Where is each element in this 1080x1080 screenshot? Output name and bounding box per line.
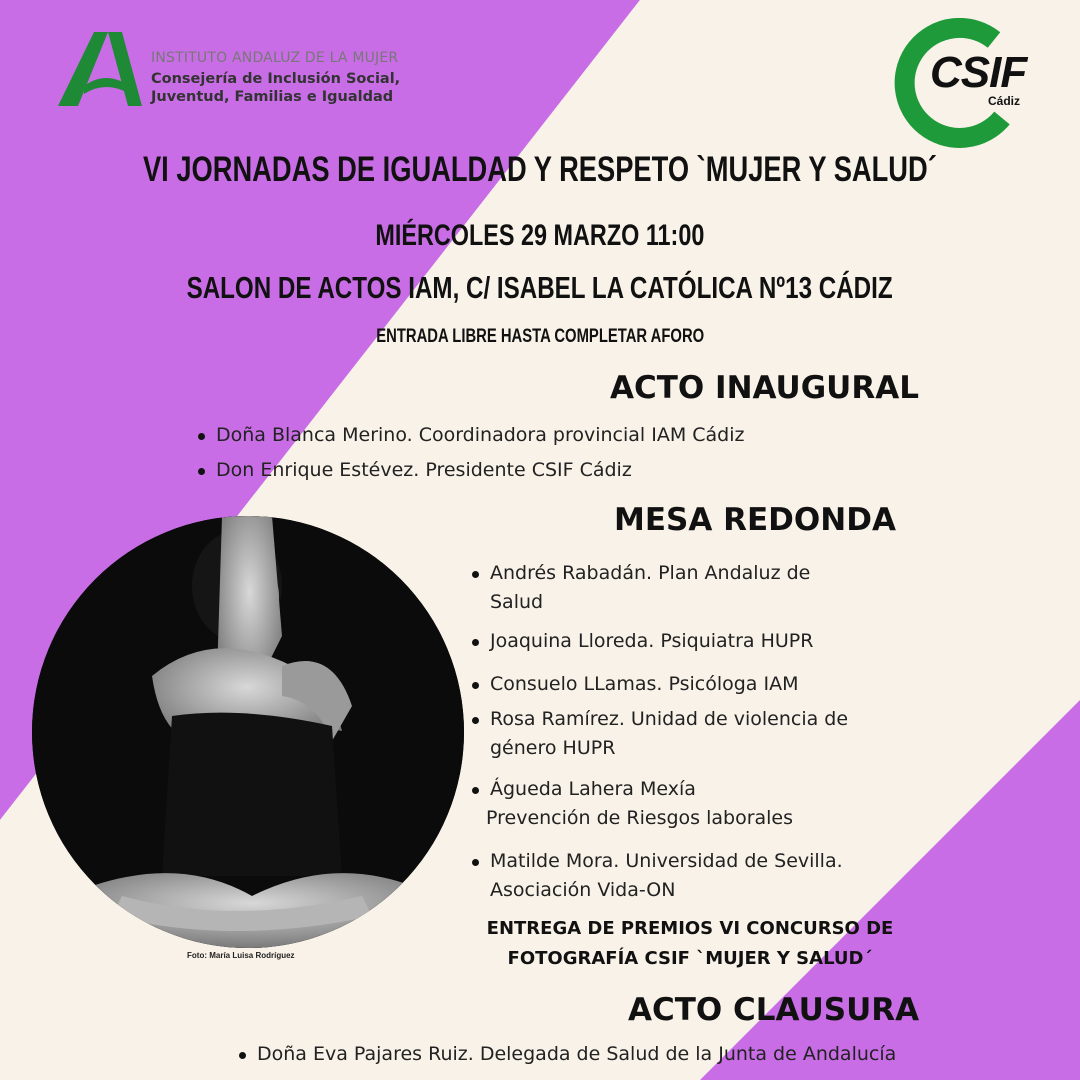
event-title-wrap — [0, 150, 1080, 190]
event-date-wrap — [0, 219, 1080, 253]
iam-dept-line2: Juventud, Familias e Igualdad — [151, 89, 394, 105]
iam-a-icon — [56, 30, 146, 108]
iam-dept-line1: Consejería de Inclusión Social, — [151, 71, 401, 87]
event-date: MIÉRCOLES 29 MARZO 11:00 — [375, 219, 705, 252]
photo-credit: Foto: María Luisa Rodríguez — [187, 951, 295, 960]
list-item: Doña Eva Pajares Ruiz. Delegada de Salud de la Junta de Andalucía — [237, 1040, 1057, 1069]
item-line1: Joaquina Lloreda. Psiquiatra HUPR — [490, 630, 814, 652]
item-line1: Consuelo LLamas. Psicóloga IAM — [490, 673, 799, 695]
iam-logo — [56, 30, 416, 110]
event-entry-wrap — [0, 326, 1080, 348]
list-item — [470, 775, 920, 833]
item-line2: género HUPR — [490, 737, 616, 759]
acto-clausura-heading: ACTO CLAUSURA — [628, 992, 920, 1028]
mesa-redonda-heading: MESA REDONDA — [614, 502, 896, 538]
item-line2: Salud — [490, 591, 544, 613]
list-item — [470, 705, 920, 763]
premios-line1: ENTREGA DE PREMIOS VI CONCURSO DE — [486, 918, 894, 939]
event-entry: ENTRADA LIBRE HASTA COMPLETAR AFORO — [376, 326, 704, 347]
item-line1: Andrés Rabadán. Plan Andaluz de — [490, 562, 811, 584]
acto-inaugural-heading: ACTO INAUGURAL — [610, 370, 919, 406]
csif-logo — [894, 18, 1034, 148]
acto-inaugural-list — [196, 421, 896, 485]
csif-name: CSIF — [930, 48, 1027, 97]
item-line2: Prevención de Riesgos laborales — [486, 807, 794, 829]
csif-city: Cádiz — [988, 94, 1021, 108]
event-title: VI JORNADAS DE IGUALDAD Y RESPETO `MUJER Y SALUD´ — [143, 150, 937, 189]
list-item — [470, 670, 920, 699]
list-item — [470, 559, 920, 617]
iam-name: INSTITUTO ANDALUZ DE LA MUJER — [151, 50, 399, 66]
list-item — [470, 847, 920, 905]
event-venue-wrap — [0, 270, 1080, 306]
woman-yoga-photo — [32, 516, 464, 948]
list-item — [470, 627, 920, 656]
photo-circle — [32, 516, 464, 948]
premios-line2: FOTOGRAFÍA CSIF `MUJER Y SALUD´ — [507, 948, 873, 969]
item-line1: Matilde Mora. Universidad de Sevilla. — [490, 850, 843, 872]
list-item: Don Enrique Estévez. Presidente CSIF Cádiz — [196, 456, 896, 485]
mesa-redonda-list — [470, 559, 920, 905]
event-venue: SALON DE ACTOS IAM, C/ ISABEL LA CATÓLICA Nº13 CÁDIZ — [186, 270, 894, 305]
item-line1: Águeda Lahera Mexía — [490, 778, 696, 800]
list-item: Doña Blanca Merino. Coordinadora provincial IAM Cádiz — [196, 421, 896, 450]
item-line1: Rosa Ramírez. Unidad de violencia de — [490, 708, 849, 730]
acto-clausura-list — [237, 1040, 1057, 1069]
item-line2: Asociación Vida-ON — [490, 879, 676, 901]
